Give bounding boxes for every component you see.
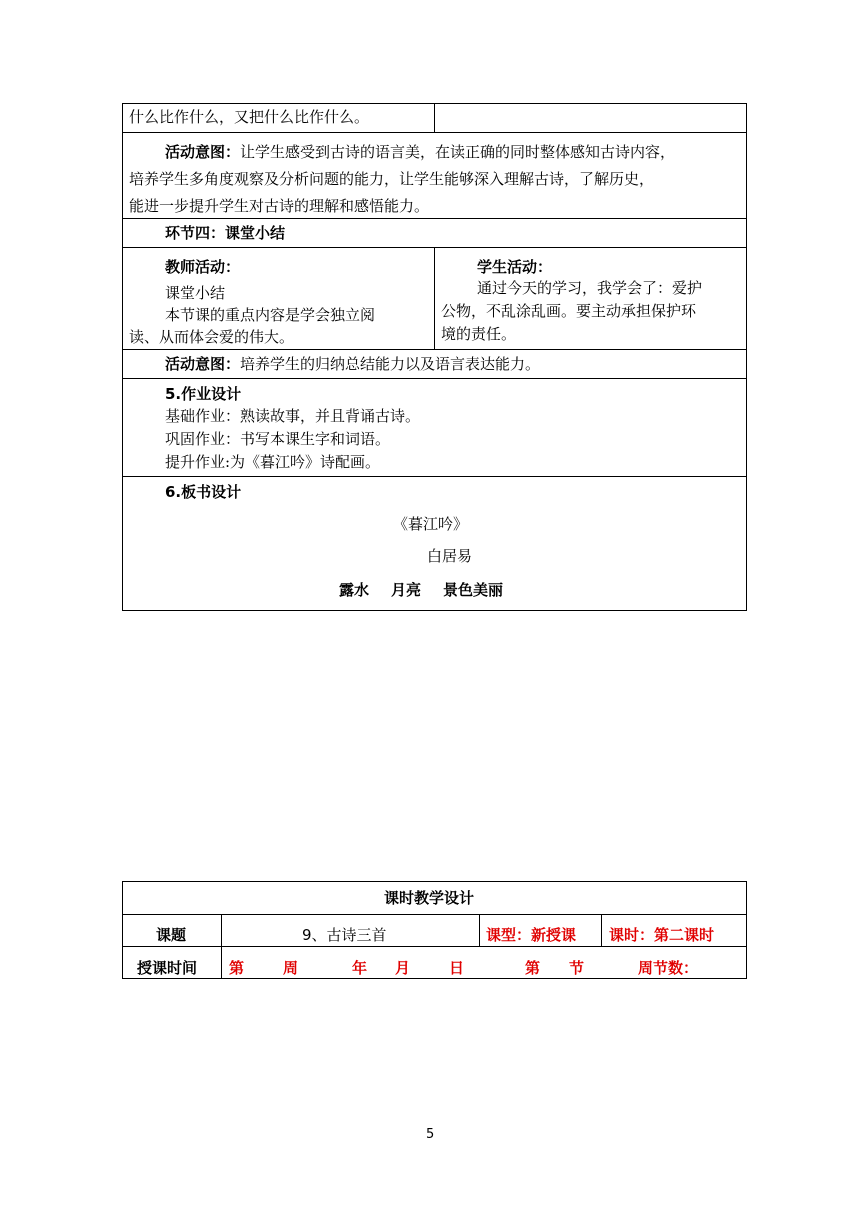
- row-divider: [122, 946, 747, 947]
- teacher-line-3: 读、从而体会爱的伟大。: [129, 328, 295, 346]
- time-week: 周: [283, 959, 299, 977]
- topic-label: 课题: [156, 926, 187, 944]
- section4-title: 环节四：课堂小结: [165, 224, 286, 242]
- time-weekly-count: 周节数：: [638, 959, 699, 977]
- student-label: 学生活动：: [477, 258, 553, 276]
- teacher-label: 教师活动：: [165, 258, 241, 276]
- page-number: 5: [426, 1127, 435, 1142]
- col-divider: [221, 914, 222, 979]
- intent-2-text: 培养学生的归纳总结能力以及语言表达能力。: [240, 355, 541, 373]
- board-keyword-3: 景色美丽: [443, 581, 504, 599]
- board-title: 6.板书设计: [165, 483, 242, 501]
- intent-1-line-3: 能进一步提升学生对古诗的理解和感悟能力。: [129, 197, 430, 215]
- col-divider: [479, 914, 480, 946]
- teacher-line-2: 本节课的重点内容是学会独立阅: [165, 306, 376, 324]
- intent-1-line-1: [165, 141, 675, 163]
- intent-2-label: 活动意图：: [165, 355, 241, 373]
- row-divider: [122, 378, 747, 379]
- student-line-3: 境的责任。: [441, 325, 517, 343]
- col-divider: [434, 247, 435, 349]
- intent-1-line-2: 培养学生多角度观察及分析问题的能力，让学生能够深入理解古诗，了解历史，: [129, 170, 655, 188]
- row-divider: [122, 132, 747, 133]
- board-keyword-2: 月亮: [391, 581, 422, 599]
- col-divider: [434, 103, 435, 132]
- header-title: 课时教学设计: [384, 889, 475, 907]
- top-row-left-text: 什么比作什么，又把什么比作什么。: [129, 108, 370, 126]
- board-keyword-1: 露水: [339, 581, 370, 599]
- lesson-period: 课时：第二课时: [609, 926, 715, 944]
- time-day: 日: [449, 959, 465, 977]
- intent-2: [165, 353, 540, 375]
- intent-1-text: 让学生感受到古诗的语言美，在读正确的同时整体感知古诗内容，: [240, 143, 676, 161]
- row-divider: [122, 476, 747, 477]
- col-divider: [601, 914, 602, 946]
- row-divider: [122, 914, 747, 915]
- time-year: 年: [352, 959, 368, 977]
- lesson-type: 课型：新授课: [486, 926, 577, 944]
- time-week-prefix: 第: [229, 959, 245, 977]
- time-label: 授课时间: [137, 959, 198, 977]
- teacher-line-1: 课堂小结: [165, 284, 226, 302]
- board-poem-title: 《暮江吟》: [393, 515, 469, 533]
- time-month: 月: [395, 959, 411, 977]
- time-period: 节: [569, 959, 585, 977]
- board-author: 白居易: [427, 547, 473, 565]
- homework-title: 5.作业设计: [165, 385, 242, 403]
- topic-value: 9、古诗三首: [302, 926, 387, 944]
- homework-item-1: 基础作业：熟读故事，并且背诵古诗。: [165, 407, 421, 425]
- intent-1-label: 活动意图：: [165, 143, 241, 161]
- homework-item-3: 提升作业:为《暮江吟》诗配画。: [165, 453, 381, 471]
- student-line-1: 通过今天的学习，我学会了：爱护: [477, 279, 703, 297]
- row-divider: [122, 349, 747, 350]
- student-line-2: 公物，不乱涂乱画。要主动承担保护环: [441, 302, 697, 320]
- homework-item-2: 巩固作业：书写本课生字和词语。: [165, 430, 391, 448]
- row-divider: [122, 218, 747, 219]
- time-period-prefix: 第: [525, 959, 541, 977]
